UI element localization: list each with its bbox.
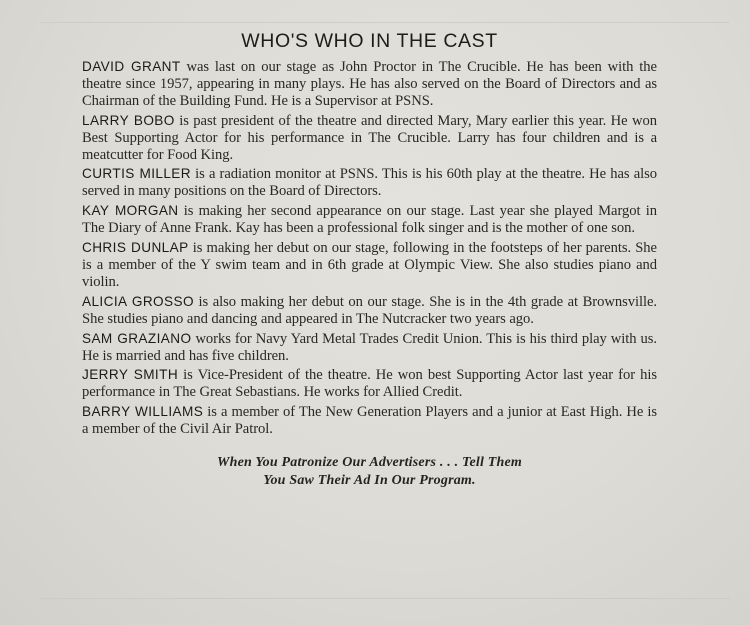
advertiser-note-line-2: You Saw Their Ad In Our Program. bbox=[263, 473, 476, 489]
cast-member-name: CURTIS MILLER bbox=[82, 166, 191, 182]
cast-member-name: KAY MORGAN bbox=[82, 203, 179, 219]
cast-member-name: JERRY SMITH bbox=[82, 367, 179, 383]
cast-entry-barry-williams bbox=[82, 404, 657, 438]
cast-member-name: ALICIA GROSSO bbox=[82, 293, 194, 309]
cast-member-name: BARRY WILLIAMS bbox=[82, 404, 204, 420]
cast-member-bio: works for Navy Yard Metal Trades Credit Union. This is his third play with us. He is married and has five children. bbox=[82, 330, 657, 364]
cast-member-name: CHRIS DUNLAP bbox=[82, 240, 189, 256]
cast-entry-david-grant bbox=[82, 59, 657, 110]
cast-entry-sam-graziano bbox=[82, 331, 657, 365]
cast-member-bio: was last on our stage as John Proctor in The Crucible. He has been with the theatre since 1957, appearing in many plays. He has also served on the Board of Directors and as Chairman of the Building Fund. He is a Supervisor at PSNS. bbox=[82, 59, 657, 109]
cast-entry-kay-morgan bbox=[82, 203, 657, 237]
cast-bio-page bbox=[82, 30, 657, 490]
previous-page-edge bbox=[40, 0, 730, 23]
cast-member-name: SAM GRAZIANO bbox=[82, 330, 192, 346]
next-page-edge bbox=[40, 598, 730, 626]
cast-member-bio: is past president of the theatre and directed Mary, Mary earlier this year. He won Best Supporting Actor for his performance in The Crucible. Larry has four children and is a meatcutter for Food King. bbox=[82, 112, 657, 163]
cast-entry-chris-dunlap bbox=[82, 240, 657, 291]
cast-member-bio: is a radiation monitor at PSNS. This is his 60th play at the theatre. He has also served in many positions on the Board of Directors. bbox=[82, 166, 658, 200]
cast-member-bio: is also making her debut on our stage. She is in the 4th grade at Brownsville. She studies piano and dancing and appeared in The Nutcracker two years ago. bbox=[82, 293, 658, 327]
advertiser-note-line-1: When You Patronize Our Advertisers . . . Tell Them bbox=[216, 455, 523, 471]
page-title: WHO'S WHO IN THE CAST bbox=[241, 30, 498, 52]
advertiser-note bbox=[82, 454, 657, 490]
cast-member-bio: is making her debut on our stage, following in the footsteps of her parents. She is a member of the Y swim team and in 6th grade at Olympic View. She also studies piano and violin. bbox=[82, 240, 657, 290]
cast-member-bio: is Vice-President of the theatre. He won best Supporting Actor last year for his performance in The Great Sebastians. He works for Allied Credit. bbox=[82, 367, 657, 401]
cast-member-name: LARRY BOBO bbox=[82, 112, 175, 128]
cast-entry-curtis-miller bbox=[82, 166, 657, 200]
cast-entry-alicia-grosso bbox=[82, 294, 657, 328]
cast-entry-larry-bobo bbox=[82, 113, 657, 164]
cast-member-bio: is making her second appearance on our stage. Last year she played Margot in The Diary of Anne Frank. Kay has been a professional folk singer and is the mother of one son. bbox=[82, 203, 657, 237]
cast-member-bio: is a member of The New Generation Players and a junior at East High. He is a member of the Civil Air Patrol. bbox=[82, 404, 657, 438]
cast-entry-jerry-smith bbox=[82, 367, 657, 401]
cast-member-name: DAVID GRANT bbox=[82, 59, 181, 74]
